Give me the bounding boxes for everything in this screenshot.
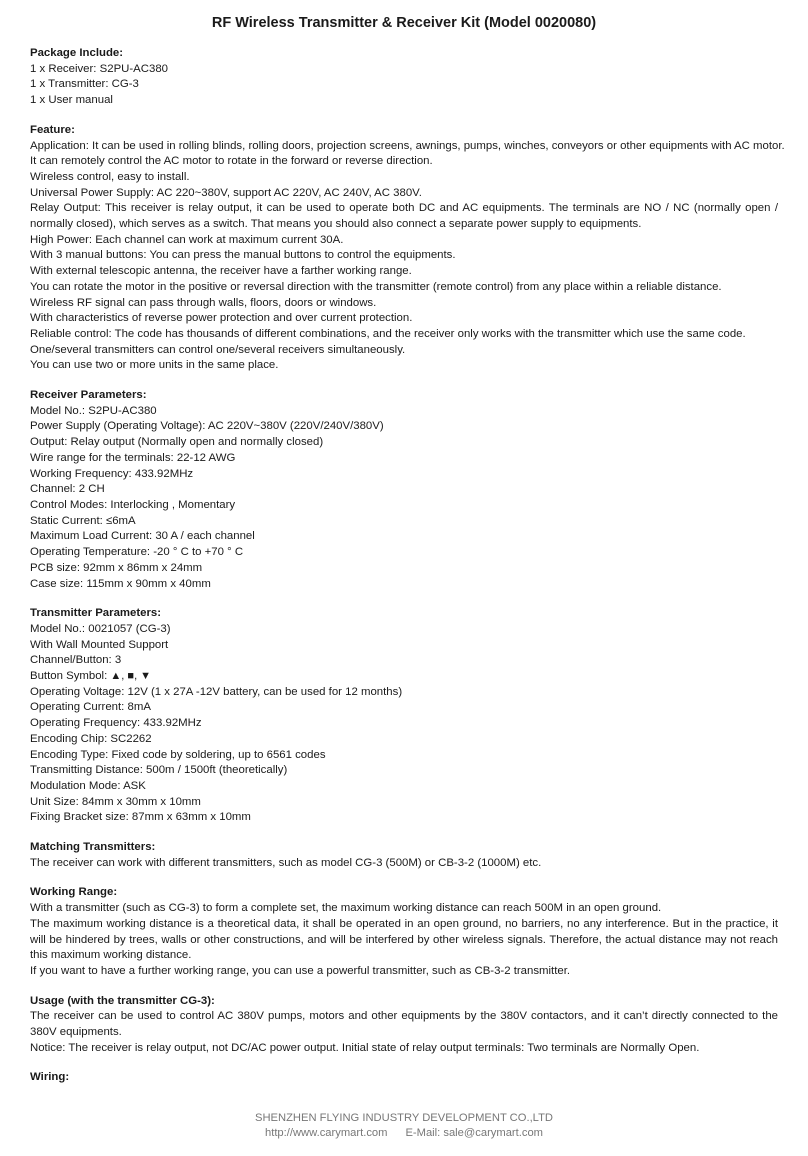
feature-section	[30, 123, 785, 374]
document-page	[30, 0, 785, 1086]
transmitter-param: Model No.: 0021057 (CG-3)	[30, 622, 171, 635]
matching-heading: Matching Transmitters:	[30, 841, 156, 854]
feature-line: With external telescopic antenna, the receiver have a farther working range.	[30, 265, 412, 278]
button-symbol-label: Button Symbol:	[30, 670, 111, 683]
range-line: If you want to have a further working range, you can use a powerful transmitter, such as CB-3-2 transmitter.	[30, 964, 571, 977]
feature-line: Universal Power Supply: AC 220~380V, support AC 220V, AC 240V, AC 380V.	[30, 186, 422, 199]
receiver-param: Control Modes: Interlocking , Momentary	[30, 498, 236, 511]
feature-line: Wireless RF signal can pass through walls, floors, doors or windows.	[30, 296, 377, 309]
feature-line: It can remotely control the AC motor to rotate in the forward or reverse direction.	[30, 155, 433, 168]
package-heading: Package Include:	[30, 47, 124, 59]
usage-line: Notice: The receiver is relay output, not DC/AC power output. Initial state of relay output terminals: Two terminals are Normally Open.	[30, 1041, 700, 1054]
receiver-section	[30, 388, 778, 592]
receiver-param: Model No.: S2PU-AC380	[30, 404, 157, 417]
page-footer	[0, 1111, 808, 1141]
receiver-param: Operating Temperature: -20 ° C to +70 ° C	[30, 546, 244, 559]
receiver-param: Static Current: ≤6mA	[30, 514, 136, 527]
receiver-param: Case size: 115mm x 90mm x 40mm	[30, 577, 211, 590]
transmitter-param: Operating Frequency: 433.92MHz	[30, 717, 202, 730]
receiver-heading: Receiver Parameters:	[30, 389, 147, 402]
transmitter-param: Encoding Type: Fixed code by soldering, up to 6561 codes	[30, 748, 326, 761]
transmitter-param: Channel/Button: 3	[30, 654, 122, 667]
feature-line: Relay Output: This receiver is relay output, it can be used to operate both DC and AC equipments. The terminals are NO / NC (normally open / normally closed), which serves as a switch. That means you should also connect a separate power supply to equipments.	[30, 202, 778, 231]
footer-url[interactable]: http://www.carymart.com	[264, 1127, 388, 1139]
feature-line: Application: It can be used in rolling blinds, rolling doors, projection screens, awnings, pumps, winches, conveyors or other equipments with AC motor.	[30, 139, 785, 152]
package-line: 1 x User manual	[30, 94, 113, 107]
button-symbols: ▲, ■, ▼	[110, 670, 152, 683]
transmitter-param: Unit Size: 84mm x 30mm x 10mm	[30, 795, 201, 808]
document-title: RF Wireless Transmitter & Receiver Kit (Model 0020080)	[211, 15, 597, 31]
transmitter-section	[30, 606, 778, 826]
wiring-heading: Wiring:	[30, 1071, 70, 1084]
receiver-param: Maximum Load Current: 30 A / each channel	[30, 530, 255, 543]
usage-line: The receiver can be used to control AC 380V pumps, motors and other equipments by the 380V contactors, and it can’t directly connected to the 380V equipments.	[30, 1010, 778, 1039]
transmitter-param: With Wall Mounted Support	[30, 638, 169, 651]
range-line: The maximum working distance is a theoretical data, it shall be operated in an open ground, no barriers, no any interference. But in the practice, it will be hindered by trees, walls or other constructions, and will be interfered by other wireless signals. Therefore, the actual distance may not reach this maximum working distance.	[30, 917, 778, 962]
matching-line: The receiver can work with different transmitters, such as model CG-3 (500M) or CB-3-2 (1000M) etc.	[30, 856, 542, 869]
package-line: 1 x Transmitter: CG-3	[30, 78, 139, 91]
feature-line: With characteristics of reverse power protection and over current protection.	[30, 312, 413, 325]
receiver-param: PCB size: 92mm x 86mm x 24mm	[30, 561, 203, 574]
package-line: 1 x Receiver: S2PU-AC380	[30, 62, 169, 75]
receiver-param: Output: Relay output (Normally open and normally closed)	[30, 436, 324, 449]
usage-heading: Usage (with the transmitter CG-3):	[30, 994, 215, 1007]
transmitter-param: Fixing Bracket size: 87mm x 63mm x 10mm	[30, 811, 251, 824]
feature-line: Reliable control: The code has thousands of different combinations, and the receiver only works with the transmitter which use the same code.	[30, 327, 746, 340]
usage-section	[30, 994, 778, 1057]
footer-email[interactable]: E-Mail: sale@carymart.com	[405, 1127, 544, 1139]
feature-line: High Power: Each channel can work at maximum current 30A.	[30, 233, 344, 246]
range-line: With a transmitter (such as CG-3) to form a complete set, the maximum working distance can reach 500M in an open ground.	[30, 902, 662, 915]
receiver-param: Channel: 2 CH	[30, 483, 105, 496]
matching-section	[30, 840, 778, 871]
feature-line: One/several transmitters can control one/several receivers simultaneously.	[30, 343, 406, 356]
receiver-param: Working Frequency: 433.92MHz	[30, 467, 194, 480]
wiring-section	[30, 1070, 778, 1086]
feature-line: You can use two or more units in the same place.	[30, 359, 279, 372]
transmitter-heading: Transmitter Parameters:	[30, 607, 162, 620]
transmitter-param: Operating Voltage: 12V (1 x 27A -12V battery, can be used for 12 months)	[30, 685, 403, 698]
feature-line: You can rotate the motor in the positive or reversal direction with the transmitter (remote control) from any place within a reliable distance.	[30, 280, 722, 293]
receiver-param: Power Supply (Operating Voltage): AC 220V~380V (220V/240V/380V)	[30, 420, 384, 433]
feature-heading: Feature:	[30, 123, 75, 136]
footer-company: SHENZHEN FLYING INDUSTRY DEVELOPMENT CO.,LTD	[255, 1112, 553, 1124]
range-section	[30, 885, 778, 979]
package-section	[30, 46, 778, 109]
transmitter-param: Encoding Chip: SC2262	[30, 732, 152, 745]
footer-contact	[0, 1126, 808, 1141]
transmitter-param: Operating Current: 8mA	[30, 701, 151, 714]
transmitter-param: Modulation Mode: ASK	[30, 779, 146, 792]
receiver-param: Wire range for the terminals: 22-12 AWG	[30, 451, 236, 464]
feature-line: Wireless control, easy to install.	[30, 170, 190, 183]
feature-line: With 3 manual buttons: You can press the manual buttons to control the equipments.	[30, 249, 456, 262]
button-symbol-line	[30, 669, 778, 685]
transmitter-param: Transmitting Distance: 500m / 1500ft (theoretically)	[30, 764, 288, 777]
range-heading: Working Range:	[30, 886, 118, 899]
